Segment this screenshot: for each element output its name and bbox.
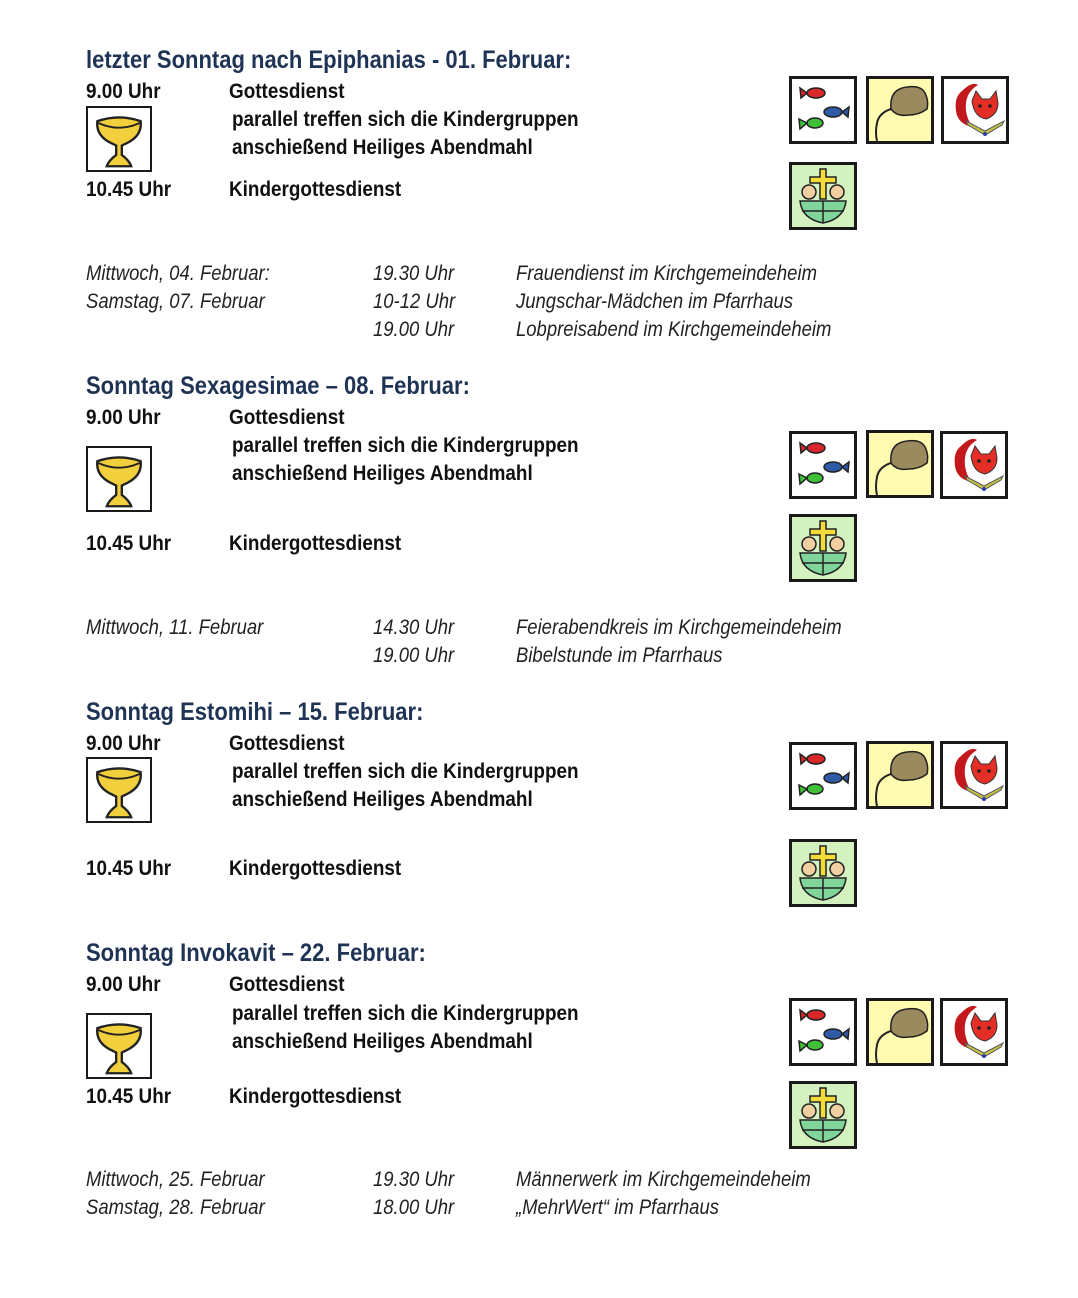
event-title: Feierabendkreis im Kirchgemeindeheim <box>516 616 842 639</box>
event-time: 19.00 Uhr <box>373 644 455 667</box>
fish-icon <box>789 998 857 1066</box>
fox-icon <box>940 431 1008 499</box>
chalice-icon <box>86 106 152 172</box>
event-title: Frauendienst im Kirchgemeindeheim <box>516 262 817 285</box>
event-time: 19.30 Uhr <box>373 1168 455 1191</box>
section-heading: letzter Sonntag nach Epiphanias - 01. Februar: <box>86 46 572 74</box>
kids-label: Kindergottesdienst <box>229 532 402 555</box>
kids-time: 10.45 Uhr <box>86 1085 172 1108</box>
section-heading: Sonntag Estomihi – 15. Februar: <box>86 698 424 726</box>
event-title: Bibelstunde im Pfarrhaus <box>516 644 723 667</box>
service-time: 9.00 Uhr <box>86 973 161 996</box>
service-time: 9.00 Uhr <box>86 80 161 103</box>
mouse-icon <box>866 430 934 498</box>
fox-icon <box>940 741 1008 809</box>
kids-time: 10.45 Uhr <box>86 857 172 880</box>
event-day: Mittwoch, 11. Februar <box>86 616 264 639</box>
service-note: anschießend Heiliges Abendmahl <box>232 788 533 811</box>
event-day: Samstag, 07. Februar <box>86 290 265 313</box>
mouse-icon <box>866 741 934 809</box>
service-label: Gottesdienst <box>229 80 345 103</box>
event-title: Jungschar-Mädchen im Pfarrhaus <box>516 290 793 313</box>
kids-label: Kindergottesdienst <box>229 1085 402 1108</box>
section-heading: Sonntag Invokavit – 22. Februar: <box>86 939 426 967</box>
event-title: Männerwerk im Kirchgemeindeheim <box>516 1168 811 1191</box>
kids-cross-icon <box>789 839 857 907</box>
kids-cross-icon <box>789 162 857 230</box>
fish-icon <box>789 431 857 499</box>
service-note: parallel treffen sich die Kindergruppen <box>232 434 579 457</box>
event-title: „MehrWert“ im Pfarrhaus <box>516 1196 719 1219</box>
event-title: Lobpreisabend im Kirchgemeindeheim <box>516 318 832 341</box>
service-label: Gottesdienst <box>229 732 345 755</box>
event-time: 19.00 Uhr <box>373 318 455 341</box>
mouse-icon <box>866 998 934 1066</box>
chalice-icon <box>86 757 152 823</box>
chalice-icon <box>86 446 152 512</box>
mouse-icon <box>866 76 934 144</box>
service-time: 9.00 Uhr <box>86 732 161 755</box>
kids-label: Kindergottesdienst <box>229 857 402 880</box>
fish-icon <box>789 742 857 810</box>
kids-label: Kindergottesdienst <box>229 178 402 201</box>
service-note: parallel treffen sich die Kindergruppen <box>232 108 579 131</box>
event-time: 19.30 Uhr <box>373 262 455 285</box>
service-note: anschießend Heiliges Abendmahl <box>232 1030 533 1053</box>
fox-icon <box>940 998 1008 1066</box>
service-label: Gottesdienst <box>229 406 345 429</box>
service-label: Gottesdienst <box>229 973 345 996</box>
event-time: 14.30 Uhr <box>373 616 455 639</box>
event-day: Samstag, 28. Februar <box>86 1196 265 1219</box>
service-note: parallel treffen sich die Kindergruppen <box>232 760 579 783</box>
service-time: 9.00 Uhr <box>86 406 161 429</box>
chalice-icon <box>86 1013 152 1079</box>
event-time: 10-12 Uhr <box>373 290 456 313</box>
event-day: Mittwoch, 04. Februar: <box>86 262 270 285</box>
kids-cross-icon <box>789 1081 857 1149</box>
service-note: parallel treffen sich die Kindergruppen <box>232 1002 579 1025</box>
service-note: anschießend Heiliges Abendmahl <box>232 136 533 159</box>
fish-icon <box>789 76 857 144</box>
event-day: Mittwoch, 25. Februar <box>86 1168 265 1191</box>
service-note: anschießend Heiliges Abendmahl <box>232 462 533 485</box>
kids-time: 10.45 Uhr <box>86 178 172 201</box>
kids-cross-icon <box>789 514 857 582</box>
section-heading: Sonntag Sexagesimae – 08. Februar: <box>86 372 470 400</box>
kids-time: 10.45 Uhr <box>86 532 172 555</box>
event-time: 18.00 Uhr <box>373 1196 455 1219</box>
fox-icon <box>941 76 1009 144</box>
